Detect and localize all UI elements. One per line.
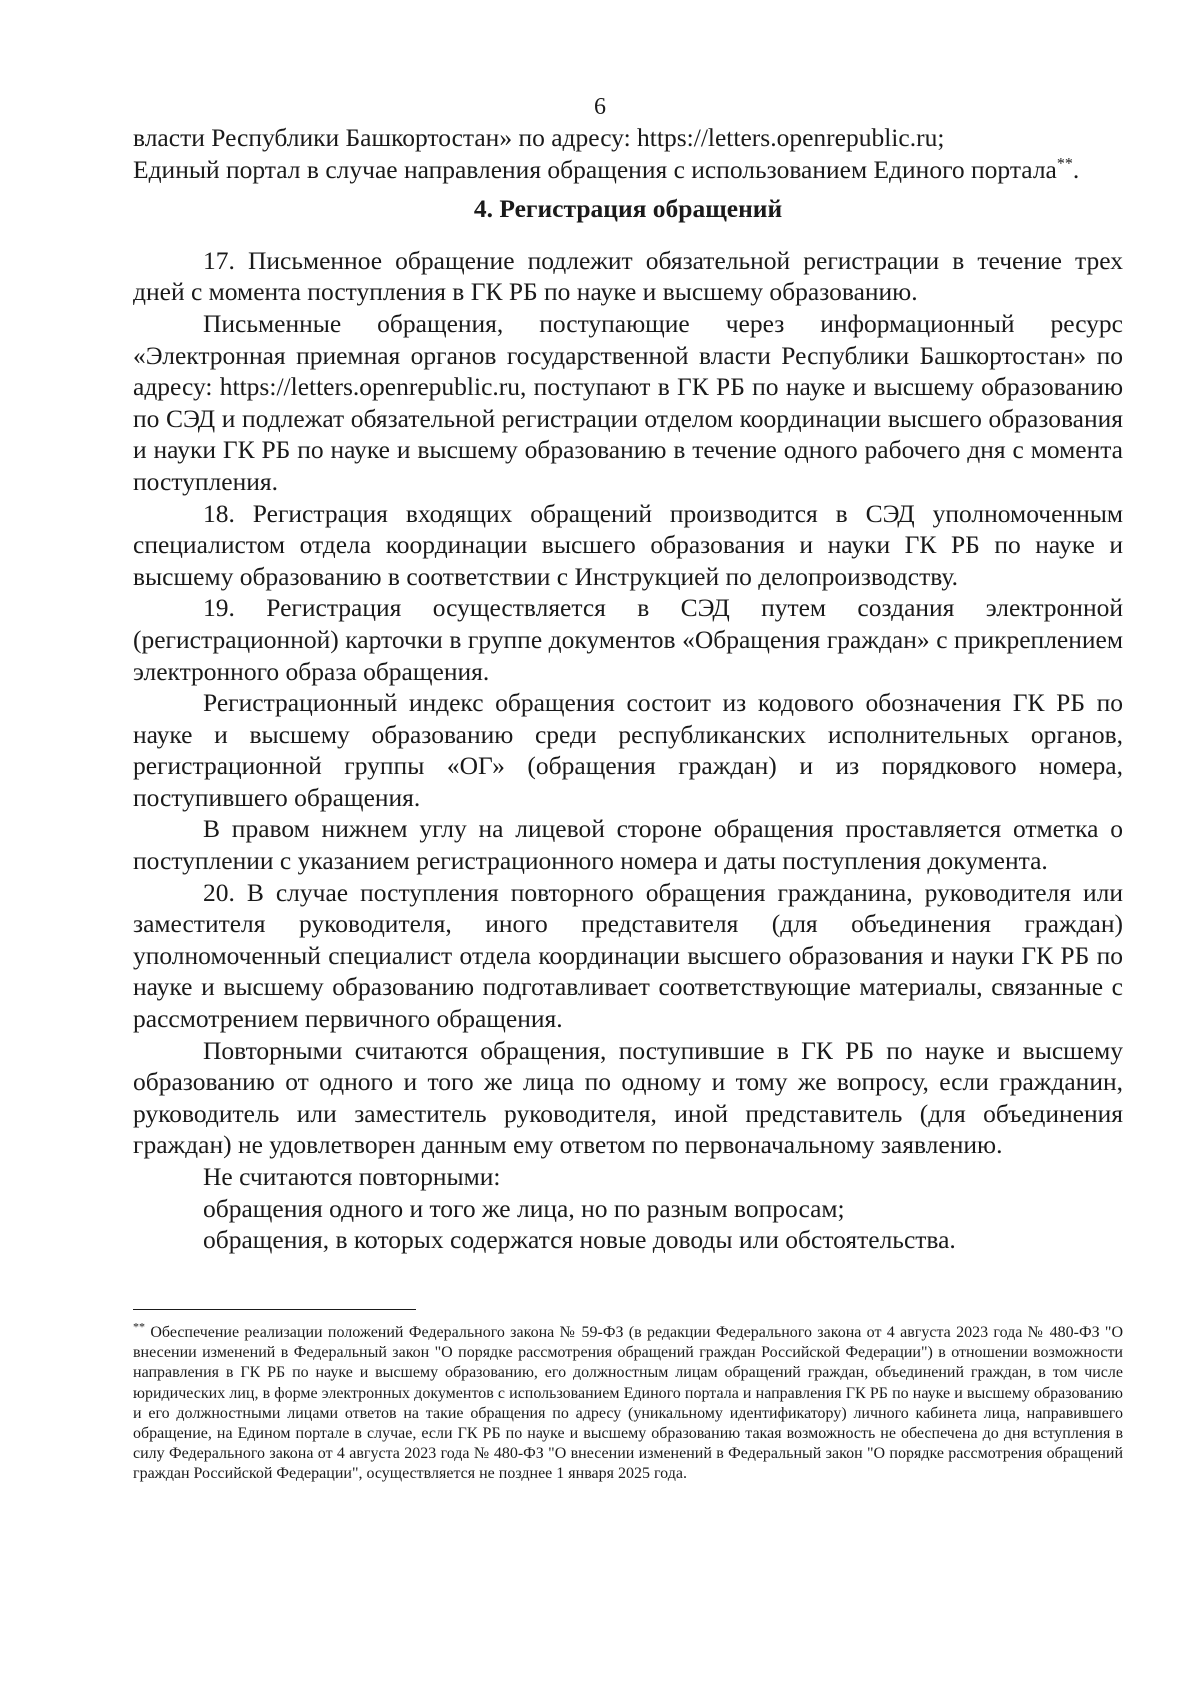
continuation-line-2: Единый портал в случае направления обращения с использованием Единого портала**.	[133, 154, 1080, 184]
document-body	[133, 122, 1123, 1256]
footnote-divider	[133, 1309, 416, 1310]
continuation-line-1: власти Республики Башкортостан» по адресу: https://letters.openrepublic.ru;	[133, 123, 945, 152]
paragraph-20: 20. В случае поступления повторного обращения гражданина, руководителя или заместителя руководителя, иного представителя (для объединения граждан) уполномоченный специалист отдела координации высшего образования и науки ГК РБ по науке и высшему образованию подготавливает соответствующие материалы, связанные с рассмотрением первичного обращения.	[133, 877, 1123, 1034]
paragraph-17-electronic: Письменные обращения, поступающие через информационный ресурс «Электронная приемная органов государственной власти Республики Башкортостан» по адресу: https://letters.openrepublic.ru, поступают в ГК РБ по науке и высшему образованию по СЭД и подлежат обязательной регистрации отделом координации высшего образования и науки ГК РБ по науке и высшему образованию в течение одного рабочего дня с момента поступления.	[133, 308, 1123, 496]
footnote	[133, 1319, 1124, 1485]
paragraph-19: 19. Регистрация осуществляется в СЭД путем создания электронной (регистрационной) карточки в группе документов «Обращения граждан» с прикреплением электронного образа обращения.	[133, 593, 1123, 686]
footnote-marker: **	[133, 1319, 145, 1334]
paragraph-18: 18. Регистрация входящих обращений производится в СЭД уполномоченным специалистом отдела координации высшего образования и науки ГК РБ по науке и высшему образованию в соответствии с Инструкцией по делопроизводству.	[133, 498, 1123, 591]
section-heading: 4. Регистрация обращений	[473, 194, 783, 224]
footnote-reference: **	[1056, 155, 1073, 173]
page-number: 6	[594, 94, 606, 120]
list-item-new-arguments: обращения, в которых содержатся новые доводы или обстоятельства.	[203, 1225, 956, 1255]
paragraph-19-index: Регистрационный индекс обращения состоит из кодового обозначения ГК РБ по науке и высшему образованию среди республиканских исполнительных органов, регистрационной группы «ОГ» (обращения граждан) и из порядкового номера, поступившего обращения.	[133, 688, 1123, 812]
footnote-paragraph	[133, 1319, 1124, 1485]
paragraph-19-mark: В правом нижнем углу на лицевой стороне обращения проставляется отметка о поступлении с указанием регистрационного номера и даты поступления документа.	[133, 814, 1123, 876]
paragraph-20-not-repeated: Не считаются повторными:	[203, 1162, 501, 1191]
footnote-text: Обеспечение реализации положений Федерального закона № 59-ФЗ (в редакции Федерального закона от 4 августа 2023 года № 480-ФЗ "О внесении изменений в Федеральный закон "О порядке рассмотрения обращений граждан Российской Федерации") в отношении возможности направления в ГК РБ по науке и высшему образованию, его должностным лицам обращений граждан, объединений граждан, в том числе юридических лиц, в форме электронных документов с использованием Единого портала и направления ГК РБ по науке и высшему образованию и его должностными лицами ответов на такие обращения по адресу (уникальному идентификатору) личного кабинета лица, направившего обращение, на Едином портале в случае, если ГК РБ по науке и высшему образованию такая возможность не обеспечена до дня вступления в силу Федерального закона от 4 августа 2023 года № 480-ФЗ "О внесении изменений в Федеральный закон "О порядке рассмотрения обращений граждан Российской Федерации", осуществляется не позднее 1 января 2025 года.	[133, 1324, 1124, 1483]
paragraph-17: 17. Письменное обращение подлежит обязательной регистрации в течение трех дней с момента поступления в ГК РБ по науке и высшему образованию.	[133, 245, 1123, 307]
continuation-line-2-text: Единый портал в случае направления обращения с использованием Единого портала	[133, 154, 1057, 184]
paragraph-20-repeated: Повторными считаются обращения, поступившие в ГК РБ по науке и высшему образованию от одного и того же лица по одному и тому же вопросу, если гражданин, руководитель или заместитель руководителя, иной представитель (для объединения граждан) не удовлетворен данным ему ответом по первоначальному заявлению.	[133, 1035, 1123, 1160]
list-item-different-questions: обращения одного и того же лица, но по разным вопросам;	[203, 1193, 845, 1223]
